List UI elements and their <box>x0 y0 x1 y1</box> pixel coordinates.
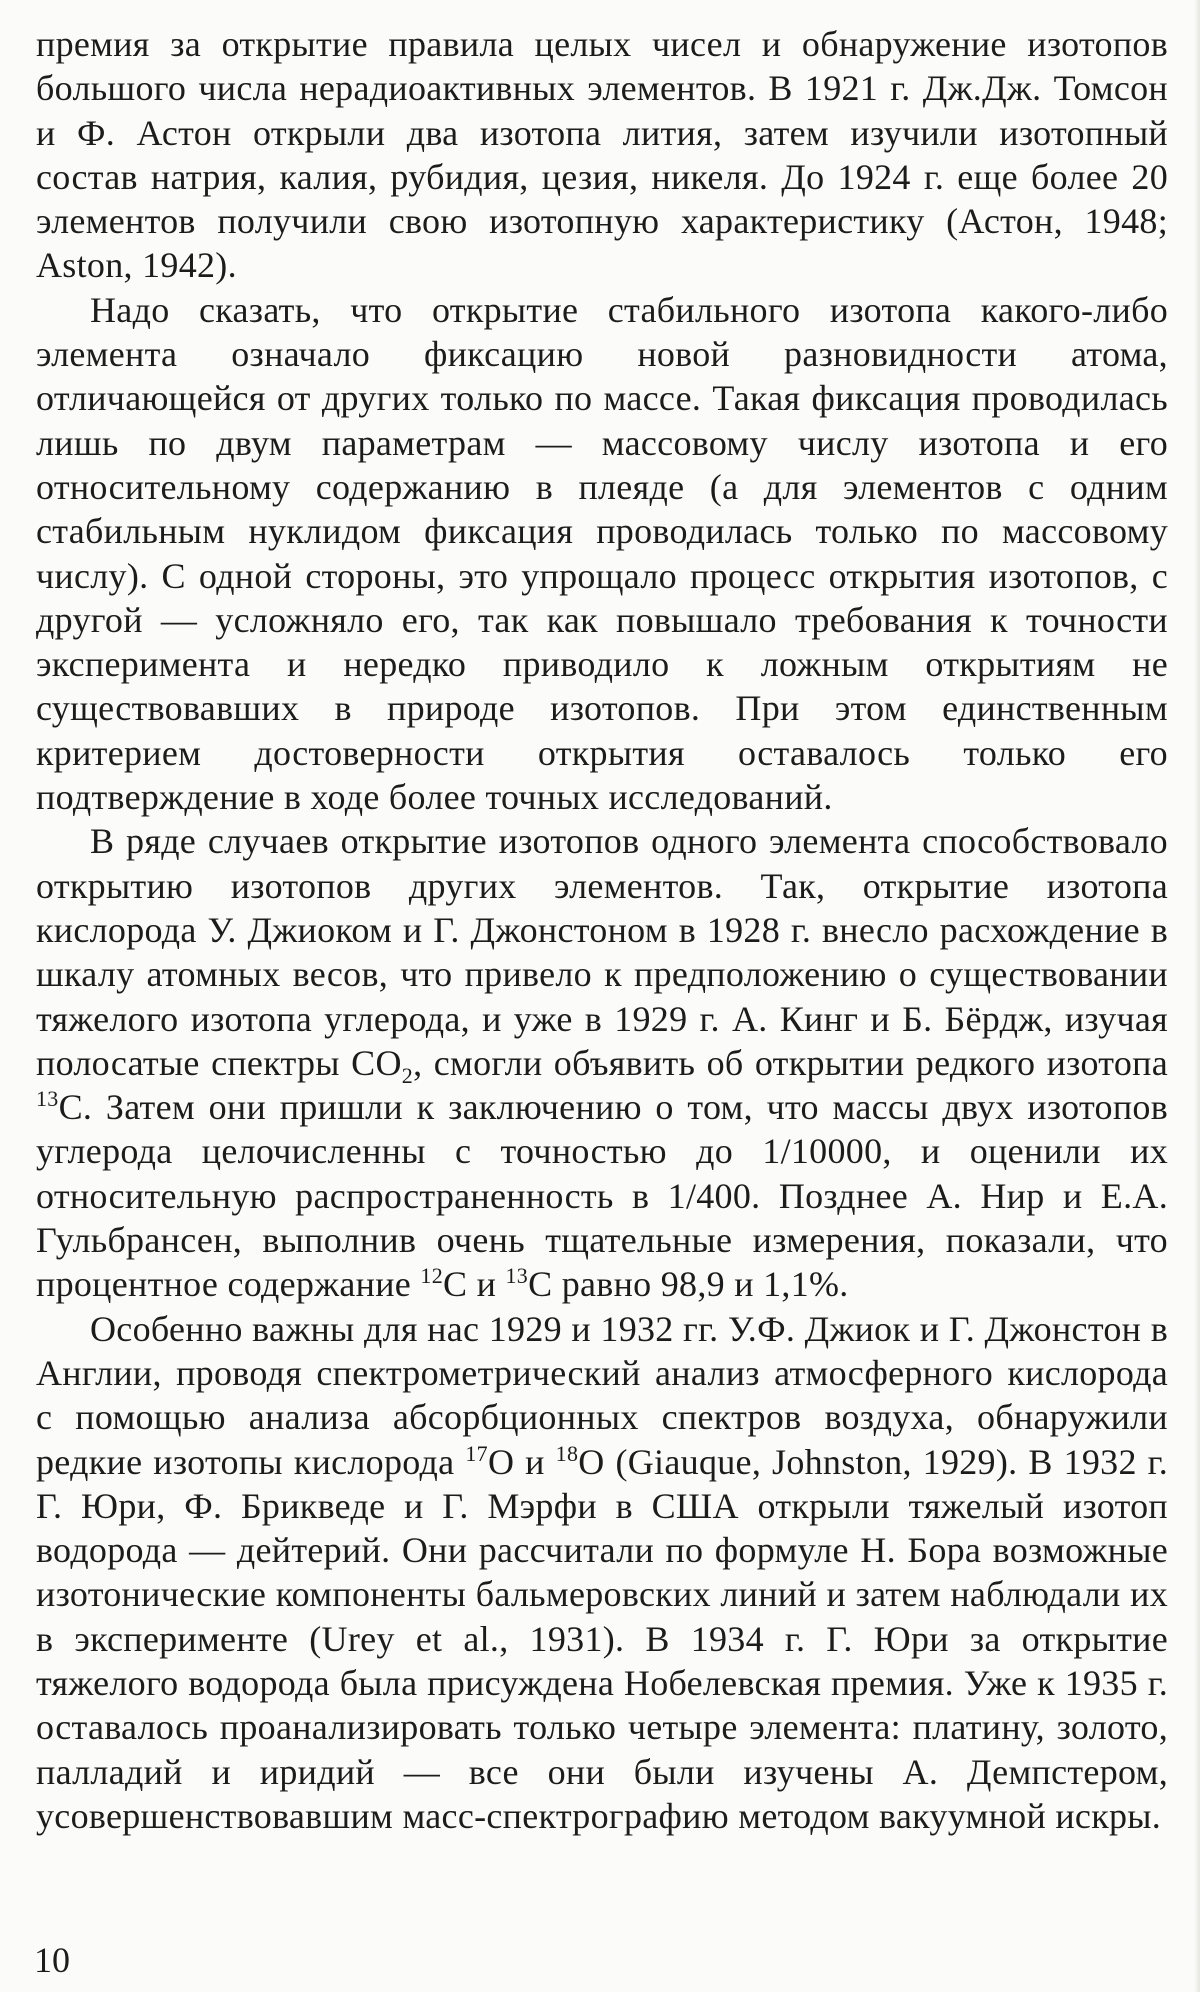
paragraph-text: В ряде случаев открытие изотопов одного элемента способствовало открытию изотопов других элементов. Так, открытие изотопа кислорода У. Джиоком и Г. Джонстоном в 1928 г. внесло расхождение в шкалу атомных весов, что привело к предположению о существовании тяжелого изотопа углерода, и уже в 1929 г. А. Кинг и Б. Бёрдж, изучая полосатые спектры CO <box>36 821 1168 1083</box>
paragraph-text: C. Затем они пришли к заключению о том, что массы двух изотопов углерода целочисленны с точностью до 1/10000, и оценили их относительную распространенность в 1/400. Позднее А. Нир и Е.А. Гульбрансен, выполнив очень тщательные измерения, показали, что процентное содержание <box>36 1087 1168 1305</box>
paragraph-text: O и <box>487 1441 556 1482</box>
superscript: 13 <box>505 1263 529 1289</box>
paragraph-text: O (Giauque, Johnston, 1929). В 1932 г. Г. Юри, Ф. Брикведе и Г. Мэрфи в США открыли тяжелый изотоп водорода — дейтерий. Они рассчитали по формуле Н. Бора возможные изотонические компоненты бальмеровских линий и затем наблюдали их в эксперименте (Urey et al., 1931). В 1934 г. Г. Юри за открытие тяжелого водорода была присуждена Нобелевская премия. Уже к 1935 г. оставалось проанализировать только четыре элемента: платину, золото, палладий и иридий — все они были изучены А. Демпстером, усовершенствовавшим масс-спектрографию методом вакуумной искры. <box>36 1441 1168 1836</box>
superscript: 12 <box>420 1263 443 1289</box>
subscript: 2 <box>401 1063 414 1089</box>
paragraph-text: Особенно важны для нас 1929 и 1932 гг. У.Ф. Джиок и Г. Джонстон в Англии, проводя спектрометрический анализ атмосферного кислорода с помощью анализа абсорбционных спектров воздуха, обнаружили редкие изотопы кислорода <box>36 1308 1168 1482</box>
paragraph-isotope-fixation <box>36 288 1168 820</box>
paragraph-continuation <box>36 22 1168 288</box>
paragraph-oxygen-hydrogen-isotopes <box>36 1307 1168 1839</box>
superscript: 18 <box>555 1440 579 1466</box>
paragraph-text: C и <box>443 1264 506 1305</box>
superscript: 17 <box>465 1440 488 1466</box>
body-text <box>36 22 1168 1838</box>
page-edge-shadow <box>1194 0 1200 1992</box>
paragraph-text: , смогли объявить об открытии редкого изотопа <box>413 1042 1169 1083</box>
page-number: 10 <box>34 1940 70 1980</box>
superscript: 13 <box>36 1086 59 1112</box>
paragraph-text: Надо сказать, что открытие стабильного изотопа какого-либо элемента означало фиксацию новой разновидности атома, отличающейся от других только по массе. Такая фиксация проводилась лишь по двум параметрам — массовому числу изотопа и его относительному содержанию в плеяде (а для элементов с одним стабильным нуклидом фиксация проводилась только по массовому числу). С одной стороны, это упрощало процесс открытия изотопов, с другой — усложняло его, так как повышало требования к точности эксперимента и нередко приводило к ложным открытиям не существовавших в природе изотопов. При этом единственным критерием достоверности открытия оставалось только его подтверждение в ходе более точных исследований. <box>36 289 1168 818</box>
paragraph-text: премия за открытие правила целых чисел и обнаружение изотопов большого числа нерадиоактивных элементов. В 1921 г. Дж.Дж. Томсон и Ф. Астон открыли два изотопа лития, затем изучили изотопный состав натрия, калия, рубидия, цезия, никеля. До 1924 г. еще более 20 элементов получили свою изотопную характеристику (Астон, 1948; Aston, 1942). <box>36 24 1168 286</box>
paragraph-carbon-isotopes <box>36 819 1168 1306</box>
paragraph-text: C равно 98,9 и 1,1%. <box>528 1264 849 1305</box>
